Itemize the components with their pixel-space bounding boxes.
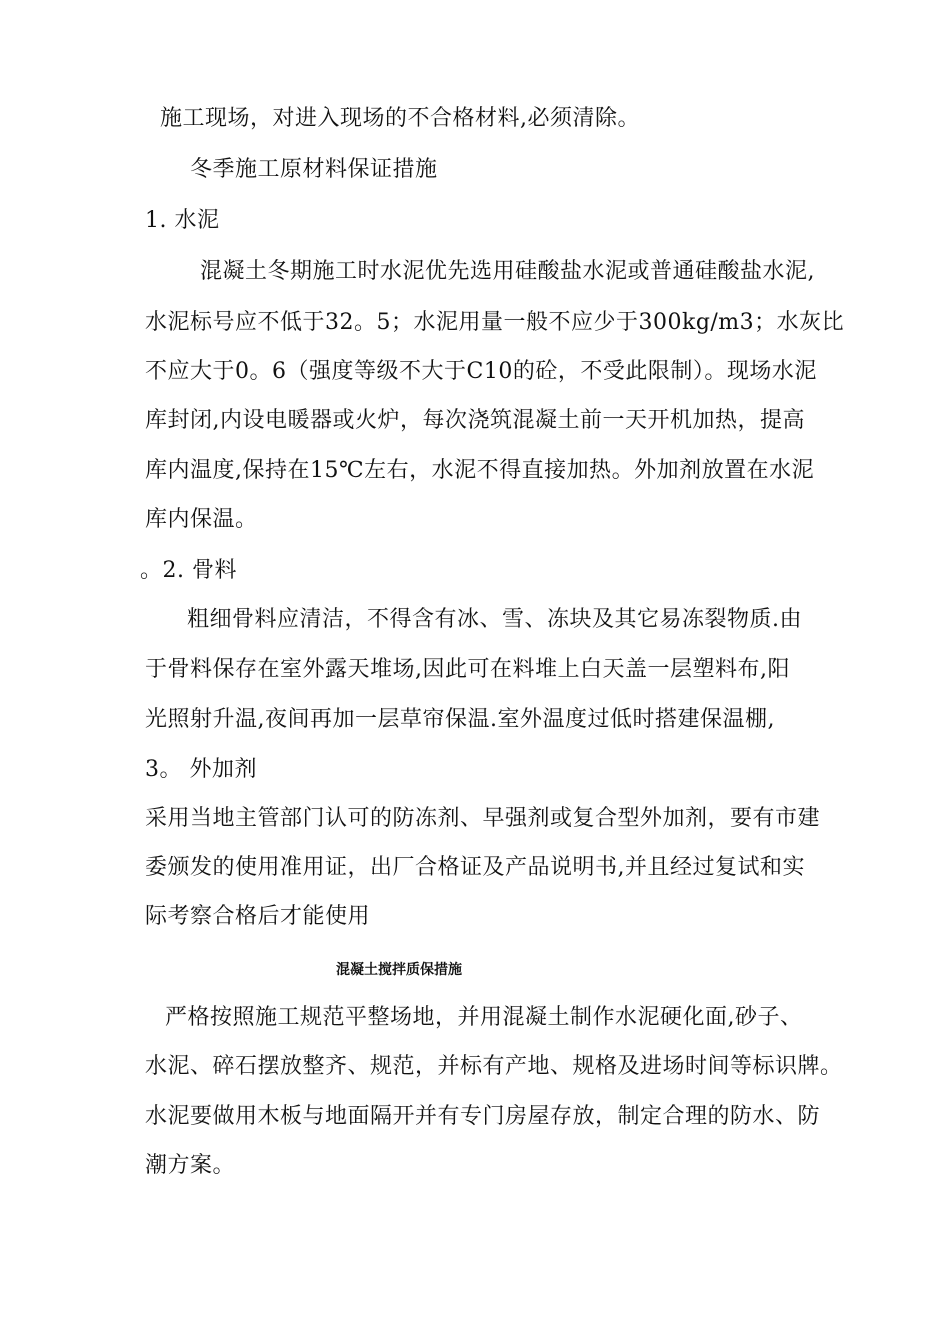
item1-line-5: 库内温度,保持在15℃左右，水泥不得直接加热。外加剂放置在水泥 <box>145 458 815 483</box>
intro-line: 施工现场，对进入现场的不合格材料,必须清除。 <box>160 106 640 131</box>
subsection-title: 混凝土搅拌质保措施 <box>336 962 462 978</box>
item2-line-1: 粗细骨料应清洁，不得含有冰、雪、冻块及其它易冻裂物质.由 <box>187 607 802 632</box>
final-line-2: 水泥、碎石摆放整齐、规范，并标有产地、规格及进场时间等标识牌。 <box>145 1054 843 1079</box>
item3-line-2: 委颁发的使用准用证，出厂合格证及产品说明书,并且经过复试和实 <box>145 855 805 880</box>
item1-line-6: 库内保温。 <box>145 507 258 532</box>
final-line-3: 水泥要做用木板与地面隔开并有专门房屋存放，制定合理的防水、防 <box>145 1104 821 1129</box>
item1-line-1: 混凝土冬期施工时水泥优先选用硅酸盐水泥或普通硅酸盐水泥, <box>200 259 815 284</box>
item1-line-4: 库封闭,内设电暖器或火炉，每次浇筑混凝土前一天开机加热，提高 <box>145 408 805 433</box>
item3-heading: 3。 外加剂 <box>145 757 257 782</box>
final-line-4: 潮方案。 <box>145 1153 236 1178</box>
item2-line-2: 于骨料保存在室外露天堆场,因此可在料堆上白天盖一层塑料布,阳 <box>145 657 790 682</box>
item1-line-2: 水泥标号应不低于32。5；水泥用量一般不应少于300kg/m3；水灰比 <box>145 310 845 335</box>
final-line-1: 严格按照施工规范平整场地，并用混凝土制作水泥硬化面,砂子、 <box>165 1005 803 1030</box>
item1-heading: 1. 水泥 <box>145 208 220 233</box>
section-title: 冬季施工原材料保证措施 <box>190 157 438 182</box>
item3-line-1: 采用当地主管部门认可的防冻剂、早强剂或复合型外加剂，要有市建 <box>145 806 821 831</box>
item2-heading: 。2. 骨料 <box>140 558 237 583</box>
item2-line-3: 光照射升温,夜间再加一层草帘保温.室外温度过低时搭建保温棚, <box>145 707 775 732</box>
item1-line-3: 不应大于0。6（强度等级不大于C10的砼，不受此限制）。现场水泥 <box>145 359 817 384</box>
item3-line-3: 际考察合格后才能使用 <box>145 904 371 929</box>
